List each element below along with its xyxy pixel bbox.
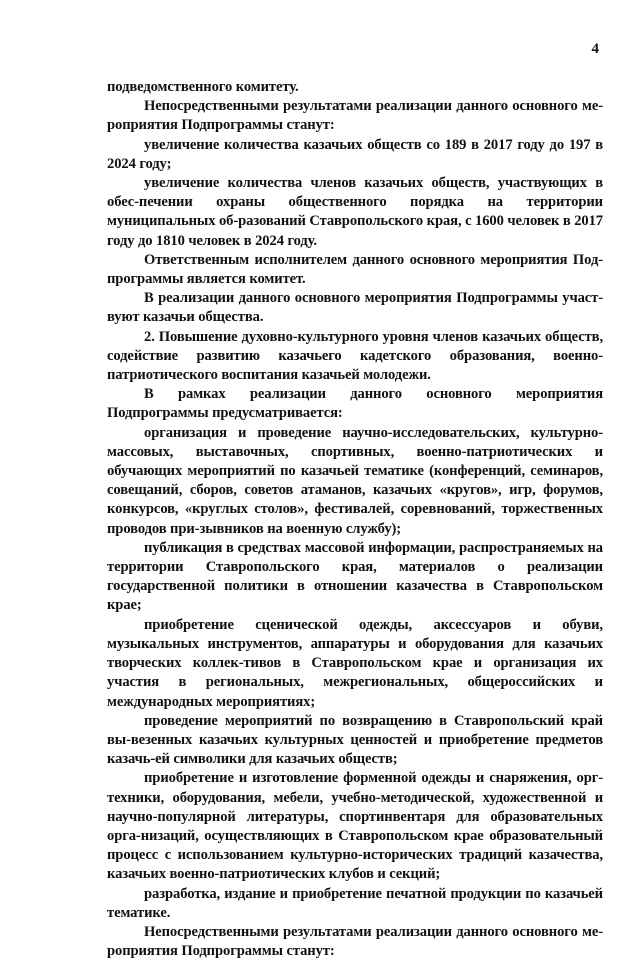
paragraph: Ответственным исполнителем данного основного мероприятия Под-программы является комитет.	[107, 251, 603, 288]
paragraph: разработка, издание и приобретение печатной продукции по казачьей тематике.	[107, 885, 603, 921]
paragraph: приобретение сценической одежды, аксессуаров и обуви, музыкальных инструментов, аппаратуры и оборудования для казачьих творческих коллек-тивов в Ставропольском крае и организация их участия в региональных, межрегиональных, общероссийских и международных мероприятиях;	[107, 616, 603, 710]
paragraph: 2. Повышение духовно-культурного уровня членов казачьих обществ, содействие развитию казачьего кадетского образования, военно-патриотического воспитания казачьей молодежи.	[107, 328, 603, 384]
paragraph: увеличение количества казачьих обществ со 189 в 2017 году до 197 в 2024 году;	[107, 136, 603, 172]
paragraph: приобретение и изготовление форменной одежды и снаряжения, орг-техники, оборудования, мебели, учебно-методической, художественной и научно-популярной литературы, спортинвентаря для образовательных орга-низаций, осуществляющих в Ставропольском крае образовательный процесс с использованием культурно-исторических традиций казачества, казачьих военно-патриотических клубов и секций;	[107, 770, 603, 883]
document-body	[107, 78, 603, 961]
paragraph: В рамках реализации данного основного мероприятия Подпрограммы предусматривается:	[107, 386, 603, 422]
paragraph: увеличение количества членов казачьих обществ, участвующих в обес-печении охраны общественного порядка на территории муниципальных об-разований Ставропольского края, с 1600 человек в 2017 году до 1810 человек в 2024 году.	[107, 175, 603, 249]
paragraph: В реализации данного основного мероприятия Подпрограммы участ-вуют казачьи общества.	[107, 290, 603, 326]
paragraph: Непосредственными результатами реализации данного основного ме-роприятия Подпрограммы станут:	[107, 98, 603, 134]
paragraph: проведение мероприятий по возвращению в Ставропольский край вы-везенных казачьих культурных ценностей и приобретение предметов казачь-ей символики для казачьих обществ;	[107, 712, 603, 768]
paragraph: публикация в средствах массовой информации, распространяемых на территории Ставропольского края, материалов о реализации государственной политики в отношении казачества в Ставропольском крае;	[107, 539, 603, 614]
paragraph: Непосредственными результатами реализации данного основного ме-роприятия Подпрограммы станут:	[107, 923, 603, 960]
paragraph: подведомственного комитету.	[107, 79, 299, 95]
paragraph: организация и проведение научно-исследовательских, культурно-массовых, выставочных, спортивных, военно-патриотических и обучающих мероприятий по казачьей тематике (конференций, семинаров, совещаний, сборов, советов атаманов, казачьих «кругов», игр, форумов, конкурсов, «круглых столов», фестивалей, соревнований, торжественных проводов при-зывников на военную службу);	[107, 424, 603, 537]
page-number: 4	[591, 41, 599, 57]
